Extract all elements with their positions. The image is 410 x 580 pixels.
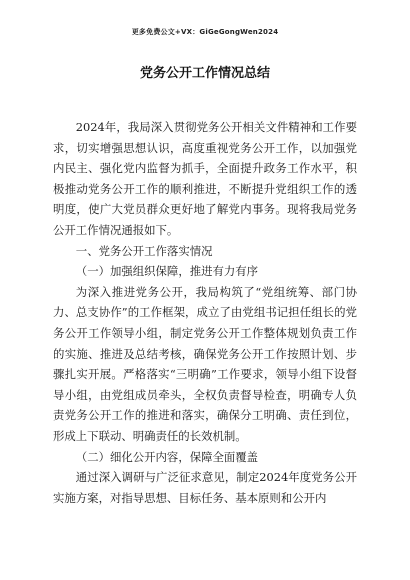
intro-paragraph: 2024年，我局深入贯彻党务公开相关文件精神和工作要求，切实增强思想认识，高度重视党务公开工作，以加强党内民主、强化党内监督为抓手，全面提升政务工作水平，积极推动党务公开工作的顺利推进，不断提升党组织工作的透明度，使广大党员群众更好地了解党内事务。现将我局党务公开工作情况通报如下。 <box>53 120 357 237</box>
body-paragraph-1: 为深入推进党务公开，我局构筑了“党组统筹、部门协力、总支协作”的工作框架，成立了由党组书记担任组长的党务公开工作领导小组，制定党务公开工作整体规划负责工作的实施、推进及总结考核，确保党务公开工作按照计划、步骤扎实开展。严格落实“三明确”工作要求，领导小组下设督导小组，由党组成员牵头，全权负责督导检查，明确专人负责党务公开工作的推进和落实，确保分工明确、责任到位，形成上下联动、明确责任的长效机制。 <box>53 284 357 443</box>
subsection-heading-1: （一）加强组织保障，推进有力有序 <box>75 264 259 279</box>
document-title: 党务公开工作情况总结 <box>139 66 270 81</box>
section-heading-1: 一、党务公开工作落实情况 <box>75 243 213 258</box>
subsection-heading-2: （二）细化公开内容，保障全面覆盖 <box>75 449 259 464</box>
header-watermark: 更多免费公文+VX：GiGeGongWen2024 <box>131 28 279 36</box>
body-paragraph-2: 通过深入调研与广泛征求意见，制定2024年度党务公开实施方案，对指导思想、目标任务、基本原则和公开内 <box>53 470 357 505</box>
document-body <box>53 117 357 508</box>
